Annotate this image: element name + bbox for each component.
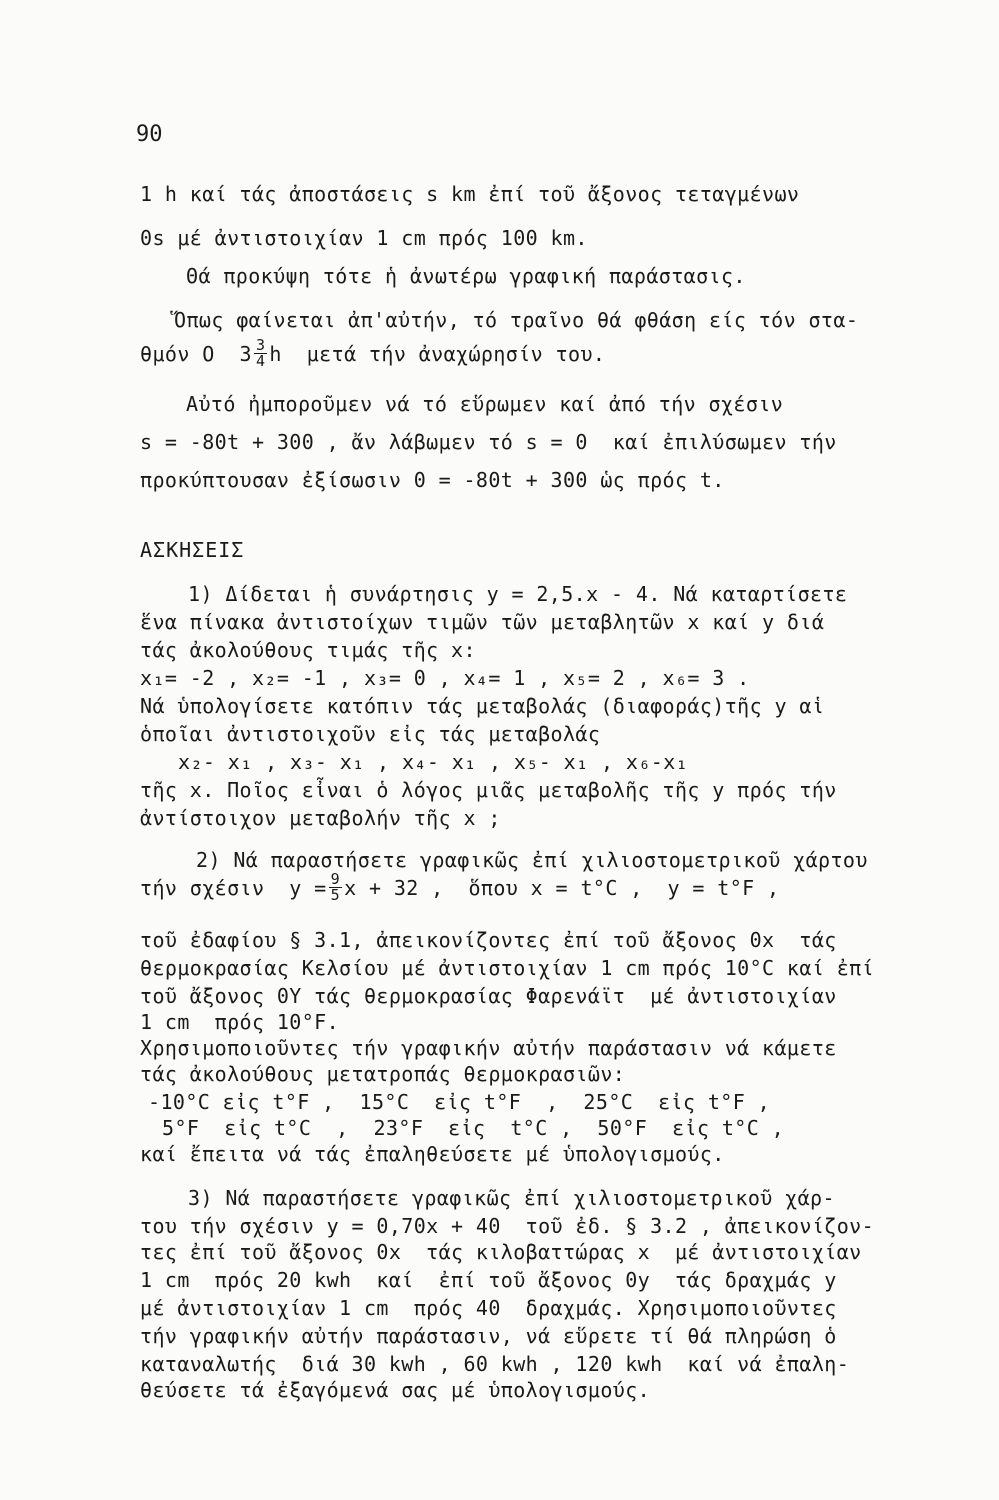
intro-line: Ὅπως φαίνεται ἀπ'αὐτήν, τό τραῖνο θά φθάση είς τόν στα- [174,308,859,332]
fraction-denominator: 5 [330,886,341,904]
exercise-2-line-fraction [140,872,780,912]
exercise-3-line: μέ ἀντιστοιχίαν 1 cm πρός 40 δραχμάς. Χρησιμοποιοῦντες [140,1296,837,1320]
exercise-3-line: τες ἐπί τοῦ ἄξονος 0x τάς κιλοβαττώρας x μέ ἀντιστοιχίαν [140,1240,862,1264]
exercise-2-line: θερμοκρασίας Κελσίου μέ ἀντιστοιχίαν 1 cm πρός 10°C καί ἐπί [140,956,875,980]
exercise-2-line: 2) Νά παραστήσετε γραφικῶς ἐπί χιλιοστομετρικοῦ χάρτου [196,848,868,872]
exercise-3-line: 1 cm πρός 20 kwh καί ἐπί τοῦ ἄξονος 0y τάς δραχμάς y [140,1268,837,1292]
exercise-1-line: τῆς x. Ποῖος εἶναι ὁ λόγος μιᾶς μεταβολῆς τῆς y πρός τήν [140,778,837,802]
exercise-3-line: θεύσετε τά ἐξαγόμενά σας μέ ὑπολογισμούς. [140,1378,651,1402]
exercise-1-line: ὁποῖαι ἀντιστοιχοῦν εἰς τάς μεταβολάς [140,722,601,746]
exercise-2-line: τοῦ ἄξονος 0Y τάς θερμοκρασίας Φαρενάϊτ μέ ἀντιστοιχίαν [140,984,837,1008]
exercise-3-line: 3) Νά παραστήσετε γραφικῶς ἐπί χιλιοστομετρικοῦ χάρ- [188,1186,835,1210]
exercise-1-line: x₁= -2 , x₂= -1 , x₃= 0 , x₄= 1 , x₅= 2 , x₆= 3 . [140,666,750,690]
intro-line: Αὐτό ἠμποροῦμεν νά τό εὕρωμεν καί ἀπό τήν σχέσιν [186,392,784,416]
exercise-1-line: ἕνα πίνακα ἀντιστοίχων τιμῶν τῶν μεταβλητῶν x καί y διά [140,610,825,634]
fraction [254,338,267,369]
intro-line: Θά προκύψη τότε ἡ ἀνωτέρω γραφική παράστασις. [186,264,746,288]
intro-line: 0s μέ ἀντιστοιχίαν 1 cm πρός 100 km. [140,226,588,250]
exercise-3-line: τήν γραφικήν αὐτήν παράστασιν, νά εὕρετε τί θά πληρώση ὁ [140,1324,837,1348]
exercise-2-line: 1 cm πρός 10°F. [140,1010,340,1034]
intro-line: προκύπτουσαν ἐξίσωσιν 0 = -80t + 300 ὡς πρός t. [140,468,725,492]
intro-text: θμόν Ο 3 [140,341,252,366]
intro-text: h μετά τήν ἀναχώρησίν του. [269,341,606,366]
exercise-1-line: ἀντίστοιχον μεταβολήν τῆς x ; [140,806,501,830]
exercise-2-text: x + 32 , ὅπου x = t°C , y = t°F , [344,875,780,900]
fraction-denominator: 4 [255,352,266,370]
exercise-2-line: Χρησιμοποιοῦντες τήν γραφικήν αὐτήν παράστασιν νά κάμετε [140,1036,837,1060]
page-number: 90 [136,122,163,147]
exercise-2-text: τήν σχέσιν y = [140,875,327,900]
exercise-2-line: 5°F εἰς t°C , 23°F εἰς t°C , 50°F εἰς t°C , [162,1116,785,1140]
exercise-2-line: τάς ἀκολούθους μετατροπάς θερμοκρασιῶν: [140,1062,626,1086]
fraction-numerator: 3 [255,336,266,354]
intro-line: 1 h καί τάς ἀποστάσεις s km ἐπί τοῦ ἄξονος τεταγμένων [140,182,800,206]
intro-line: s = -80t + 300 , ἄν λάβωμεν τό s = 0 καί ἐπιλύσωμεν τήν [140,430,837,454]
intro-line-fraction [140,338,605,378]
section-heading: ΑΣΚΗΣΕΙΣ [140,538,245,562]
exercise-3-line: του τήν σχέσιν y = 0,70x + 40 τοῦ ἐδ. § 3.2 , ἀπεικονίζον- [140,1214,875,1238]
exercise-2-line: τοῦ ἐδαφίου § 3.1, ἀπεικονίζοντες ἐπί τοῦ ἄξονος 0x τάς [140,928,837,952]
exercise-1-line: Νά ὑπολογίσετε κατόπιν τάς μεταβολάς (διαφοράς)τῆς y αἱ [140,694,825,718]
fraction-numerator: 9 [330,870,341,888]
exercise-1-line: x₂- x₁ , x₃- x₁ , x₄- x₁ , x₅- x₁ , x₆-x₁ [178,750,689,774]
exercise-1-line: 1) Δίδεται ἡ συνάρτησις y = 2,5.x - 4. Νά καταρτίσετε [188,582,848,606]
exercise-2-line: -10°C εἰς t°F , 15°C εἰς t°F , 25°C εἰς t°F , [148,1090,771,1114]
fraction [329,872,342,903]
exercise-1-line: τάς ἀκολούθους τιμάς τῆς x: [140,638,476,662]
exercise-3-line: καταναλωτής διά 30 kwh , 60 kwh , 120 kwh καί νά ἐπαλη- [140,1352,850,1376]
exercise-2-line: καί ἔπειτα νά τάς ἐπαληθεύσετε μέ ὑπολογισμούς. [140,1142,725,1166]
